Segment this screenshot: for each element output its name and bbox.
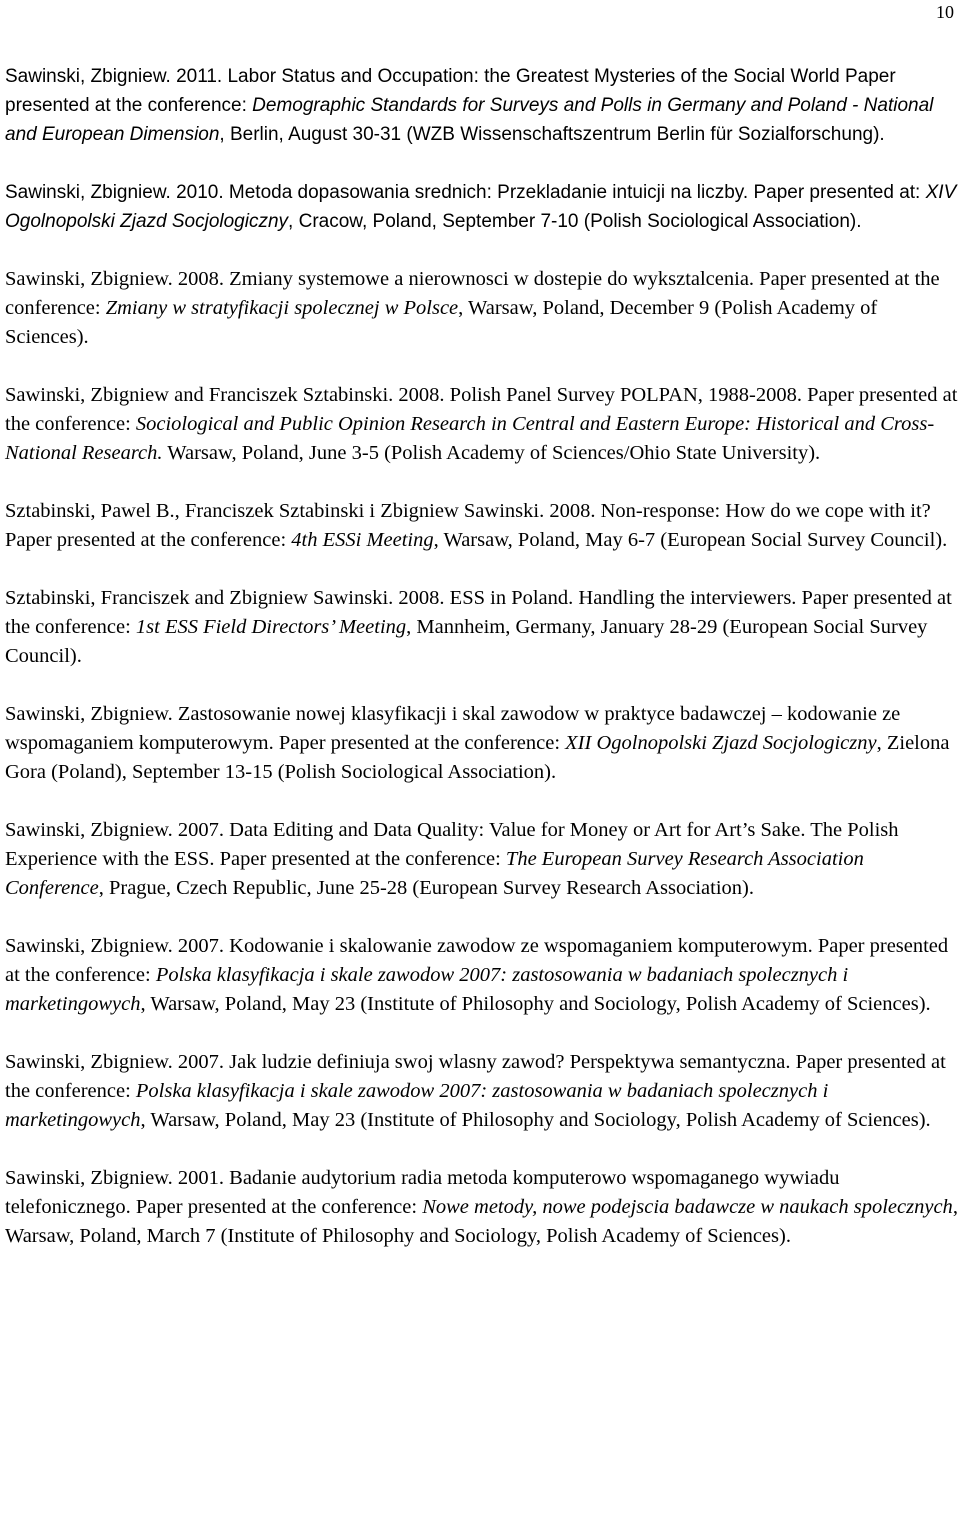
entry-text: Sawinski, Zbigniew. Zastosowanie nowej klasyfikacji i skal zawodow w praktyce badawczej – kodowanie ze wspomaganiem komputerowym. Paper presented at the conference: — [5, 703, 901, 754]
reference-entry — [5, 932, 959, 1019]
entry-text: Sawinski, Zbigniew. 2001. Badanie audytorium radia metoda komputerowo wspomaganego wywiadu telefonicznego. Paper presented at the conference: — [5, 1167, 840, 1218]
entry-details: , Prague, Czech Republic, June 25-28 (European Survey Research Association). — [98, 877, 754, 899]
entry-details: , Mannheim, Germany, January 28-29 (European Social Survey Council). — [5, 616, 928, 667]
entry-text: Sztabinski, Franciszek and Zbigniew Sawinski. 2008. ESS in Poland. Handling the interviewers. Paper presented at the conference: — [5, 587, 952, 638]
entry-details: , Zielona Gora (Poland), September 13-15 (Polish Sociological Association). — [5, 732, 950, 783]
entry-venue: XIV Ogolnopolski Zjazd Socjologiczny — [5, 182, 957, 232]
entry-text: Sawinski, Zbigniew. 2007. Data Editing and Data Quality: Value for Money or Art for Art’s Sake. The Polish Experience with the ESS. Paper presented at the conference: — [5, 819, 899, 870]
entry-text: Sawinski, Zbigniew. 2011. Labor Status and Occupation: the Greatest Mysteries of the Social World Paper presented at the conference: — [5, 66, 896, 116]
entry-text: Sawinski, Zbigniew and Franciszek Sztabinski. 2008. Polish Panel Survey POLPAN, 1988-2008. Paper presented at the conference: — [5, 384, 958, 435]
entry-text: Sawinski, Zbigniew. 2007. Kodowanie i skalowanie zawodow ze wspomaganiem komputerowym. Paper presented at the conference: — [5, 935, 949, 986]
entry-text: Sztabinski, Pawel B., Franciszek Sztabinski i Zbigniew Sawinski. 2008. Non-response: How do we cope with it? Paper presented at the conference: — [5, 500, 931, 551]
reference-entry — [5, 265, 959, 352]
entry-details: , Berlin, August 30-31 (WZB Wissenschaftszentrum Berlin für Sozialforschung). — [219, 124, 885, 145]
entry-venue: Nowe metody, nowe podejscia badawcze w naukach spolecznych — [422, 1196, 953, 1218]
reference-entry — [5, 700, 959, 787]
entry-venue: Polska klasyfikacja i skale zawodow 2007: zastosowania w badaniach spolecznych i marketingowych — [5, 1080, 829, 1131]
reference-entry — [5, 1164, 959, 1251]
reference-entry — [5, 584, 959, 671]
entry-details: , Cracow, Poland, September 7-10 (Polish Sociological Association). — [288, 211, 862, 232]
entry-details: , Warsaw, Poland, December 9 (Polish Academy of Sciences). — [5, 297, 878, 348]
entry-text: Sawinski, Zbigniew. 2007. Jak ludzie definiuja swoj wlasny zawod? Perspektywa semantyczna. Paper presented at the conference: — [5, 1051, 946, 1102]
reference-entry — [5, 62, 959, 149]
entry-details: , Warsaw, Poland, March 7 (Institute of Philosophy and Sociology, Polish Academy of Sciences). — [5, 1196, 958, 1247]
entry-venue: Demographic Standards for Surveys and Polls in Germany and Poland - National and European Dimension — [5, 95, 934, 145]
entry-details: , Warsaw, Poland, May 23 (Institute of Philosophy and Sociology, Polish Academy of Sciences). — [140, 1109, 931, 1131]
entry-venue: 4th ESSi Meeting — [291, 529, 434, 551]
entry-venue: 1st ESS Field Directors’ Meeting — [135, 616, 407, 638]
reference-entry — [5, 381, 959, 468]
entry-details: Warsaw, Poland, June 3-5 (Polish Academy of Sciences/Ohio State University). — [162, 442, 821, 464]
entry-text: Sawinski, Zbigniew. 2010. Metoda dopasowania srednich: Przekladanie intuicji na liczby. Paper presented at: — [5, 182, 926, 203]
entry-venue: The European Survey Research Association Conference — [5, 848, 864, 899]
entry-venue: Sociological and Public Opinion Research in Central and Eastern Europe: Historical and Cross-National Research. — [5, 413, 935, 464]
entry-details: , Warsaw, Poland, May 6-7 (European Social Survey Council). — [433, 529, 948, 551]
page-number: 10 — [936, 2, 954, 22]
reference-list — [5, 62, 959, 1280]
entry-details: , Warsaw, Poland, May 23 (Institute of Philosophy and Sociology, Polish Academy of Sciences). — [140, 993, 931, 1015]
reference-entry — [5, 497, 959, 555]
reference-entry — [5, 816, 959, 903]
entry-venue: Zmiany w stratyfikacji spolecznej w Polsce — [105, 297, 459, 319]
reference-entry — [5, 1048, 959, 1135]
reference-entry — [5, 178, 959, 236]
entry-text: Sawinski, Zbigniew. 2008. Zmiany systemowe a nierownosci w dostepie do wyksztalcenia. Paper presented at the conference: — [5, 268, 940, 319]
entry-venue: Polska klasyfikacja i skale zawodow 2007: zastosowania w badaniach spolecznych i marketingowych — [5, 964, 849, 1015]
entry-venue: XII Ogolnopolski Zjazd Socjologiczny — [565, 732, 877, 754]
